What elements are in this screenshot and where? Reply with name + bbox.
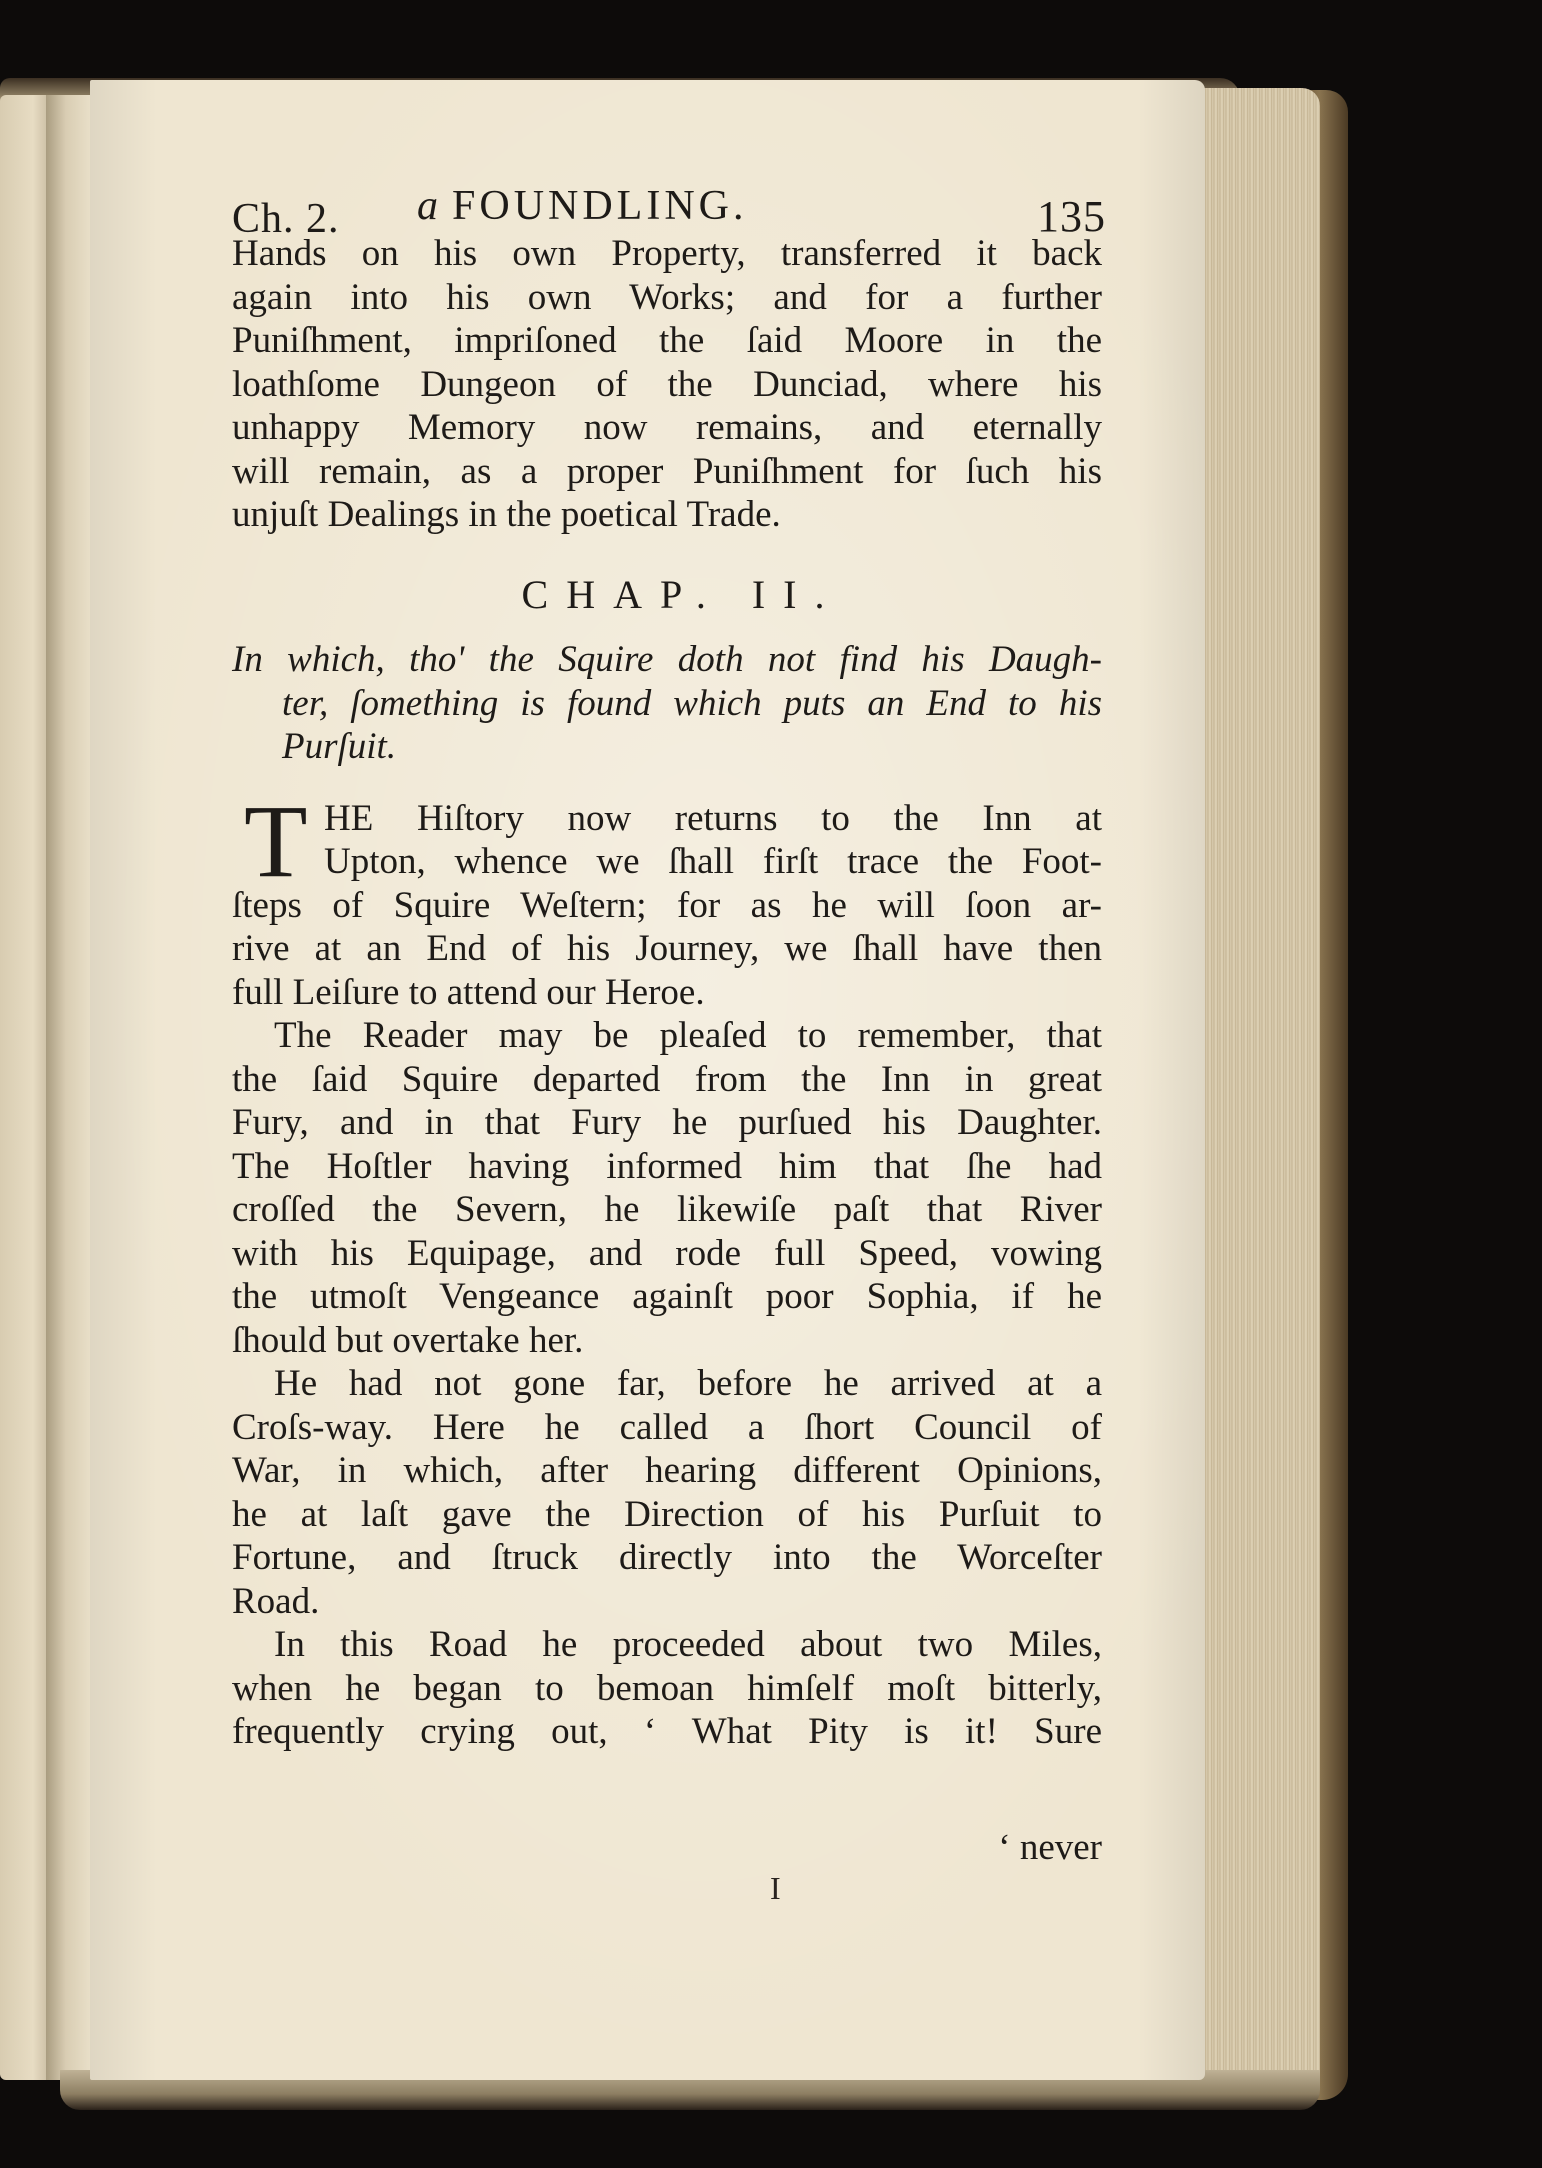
chapter-summary [232,638,1102,769]
paragraph-3 [232,1362,1102,1623]
text-line: Puniſhment, impriſoned the ſaid Moore in the [232,320,1102,361]
paragraph-1 [232,783,1102,1015]
text-line: HE Hiſtory now returns to the Inn at [324,797,1102,839]
opening-paragraph [232,232,1102,537]
catchword: ‘ never [998,1827,1102,1868]
text-line: the ſaid Squire departed from the Inn in great [232,1058,1102,1100]
text-line: again into his own Works; and for a further [232,276,1102,318]
running-head-title [417,185,748,229]
text-line: rive at an End of his Journey, we ſhall have then [232,928,1102,969]
text-line: ſteps of Squire Weſtern; for as he will ſoon ar- [232,884,1102,926]
running-head-title-prefix: a [417,183,438,229]
page-edges [1200,88,1320,2088]
text-line: croſſed the Severn, he likewiſe paſt that River [232,1189,1102,1230]
text-line: ſhould but overtake her. [232,1319,584,1361]
text-line: when he began to bemoan himſelf moſt bitterly, [232,1667,1102,1709]
paragraph-4 [232,1623,1102,1754]
page-text [232,170,1106,1754]
summary-line: Purſuit. [282,726,397,767]
page-gutter [46,95,96,2080]
summary-line: ter, ſomething is found which puts an End to his [282,682,1102,724]
text-line: Road. [232,1580,320,1622]
text-line: full Leiſure to attend our Heroe. [232,971,705,1013]
text-line: Hands on his own Property, transferred it back [232,233,1102,274]
text-line: Fortune, and ſtruck directly into the Worceſter [232,1537,1102,1578]
text-line: he at laſt gave the Direction of his Purſuit to [232,1493,1102,1535]
text-line: with his Equipage, and rode full Speed, vowing [232,1232,1102,1274]
signature-mark: I [770,1870,781,1906]
text-line: the utmoſt Vengeance againſt poor Sophia, if he [232,1276,1102,1317]
text-line: In this Road he proceeded about two Miles, [274,1624,1102,1665]
text-line: unjuſt Dealings in the poetical Trade. [232,494,781,535]
running-head-title-text: FOUNDLING. [452,183,748,229]
text-line: Croſs-way. Here he called a ſhort Council of [232,1406,1102,1448]
text-line: The Reader may be pleaſed to remember, that [274,1015,1102,1056]
drop-cap: T [244,783,308,899]
text-line: loathſome Dungeon of the Dunciad, where his [232,363,1102,405]
chapter-heading: CHAP. II. [521,571,843,617]
text-line: He had not gone far, before he arrived at a [274,1363,1102,1404]
text-line: frequently crying out, ‘ What Pity is it! Sure [232,1711,1102,1752]
text-line: The Hoſtler having informed him that ſhe had [232,1145,1102,1187]
page-number: 135 [1037,192,1106,241]
text-line: Fury, and in that Fury he purſued his Daughter. [232,1102,1102,1143]
running-head [232,170,1106,242]
text-line: War, in which, after hearing different Opinions, [232,1450,1102,1491]
text-line: will remain, as a proper Puniſhment for ſuch his [232,450,1102,492]
paragraph-2 [232,1014,1102,1362]
running-head-chapter: Ch. 2. [232,196,340,242]
summary-line: In which, tho' the Squire doth not find his Daugh- [232,639,1102,680]
text-line: Upton, whence we ſhall firſt trace the Foot- [324,841,1102,882]
text-line: unhappy Memory now remains, and eternally [232,407,1102,448]
